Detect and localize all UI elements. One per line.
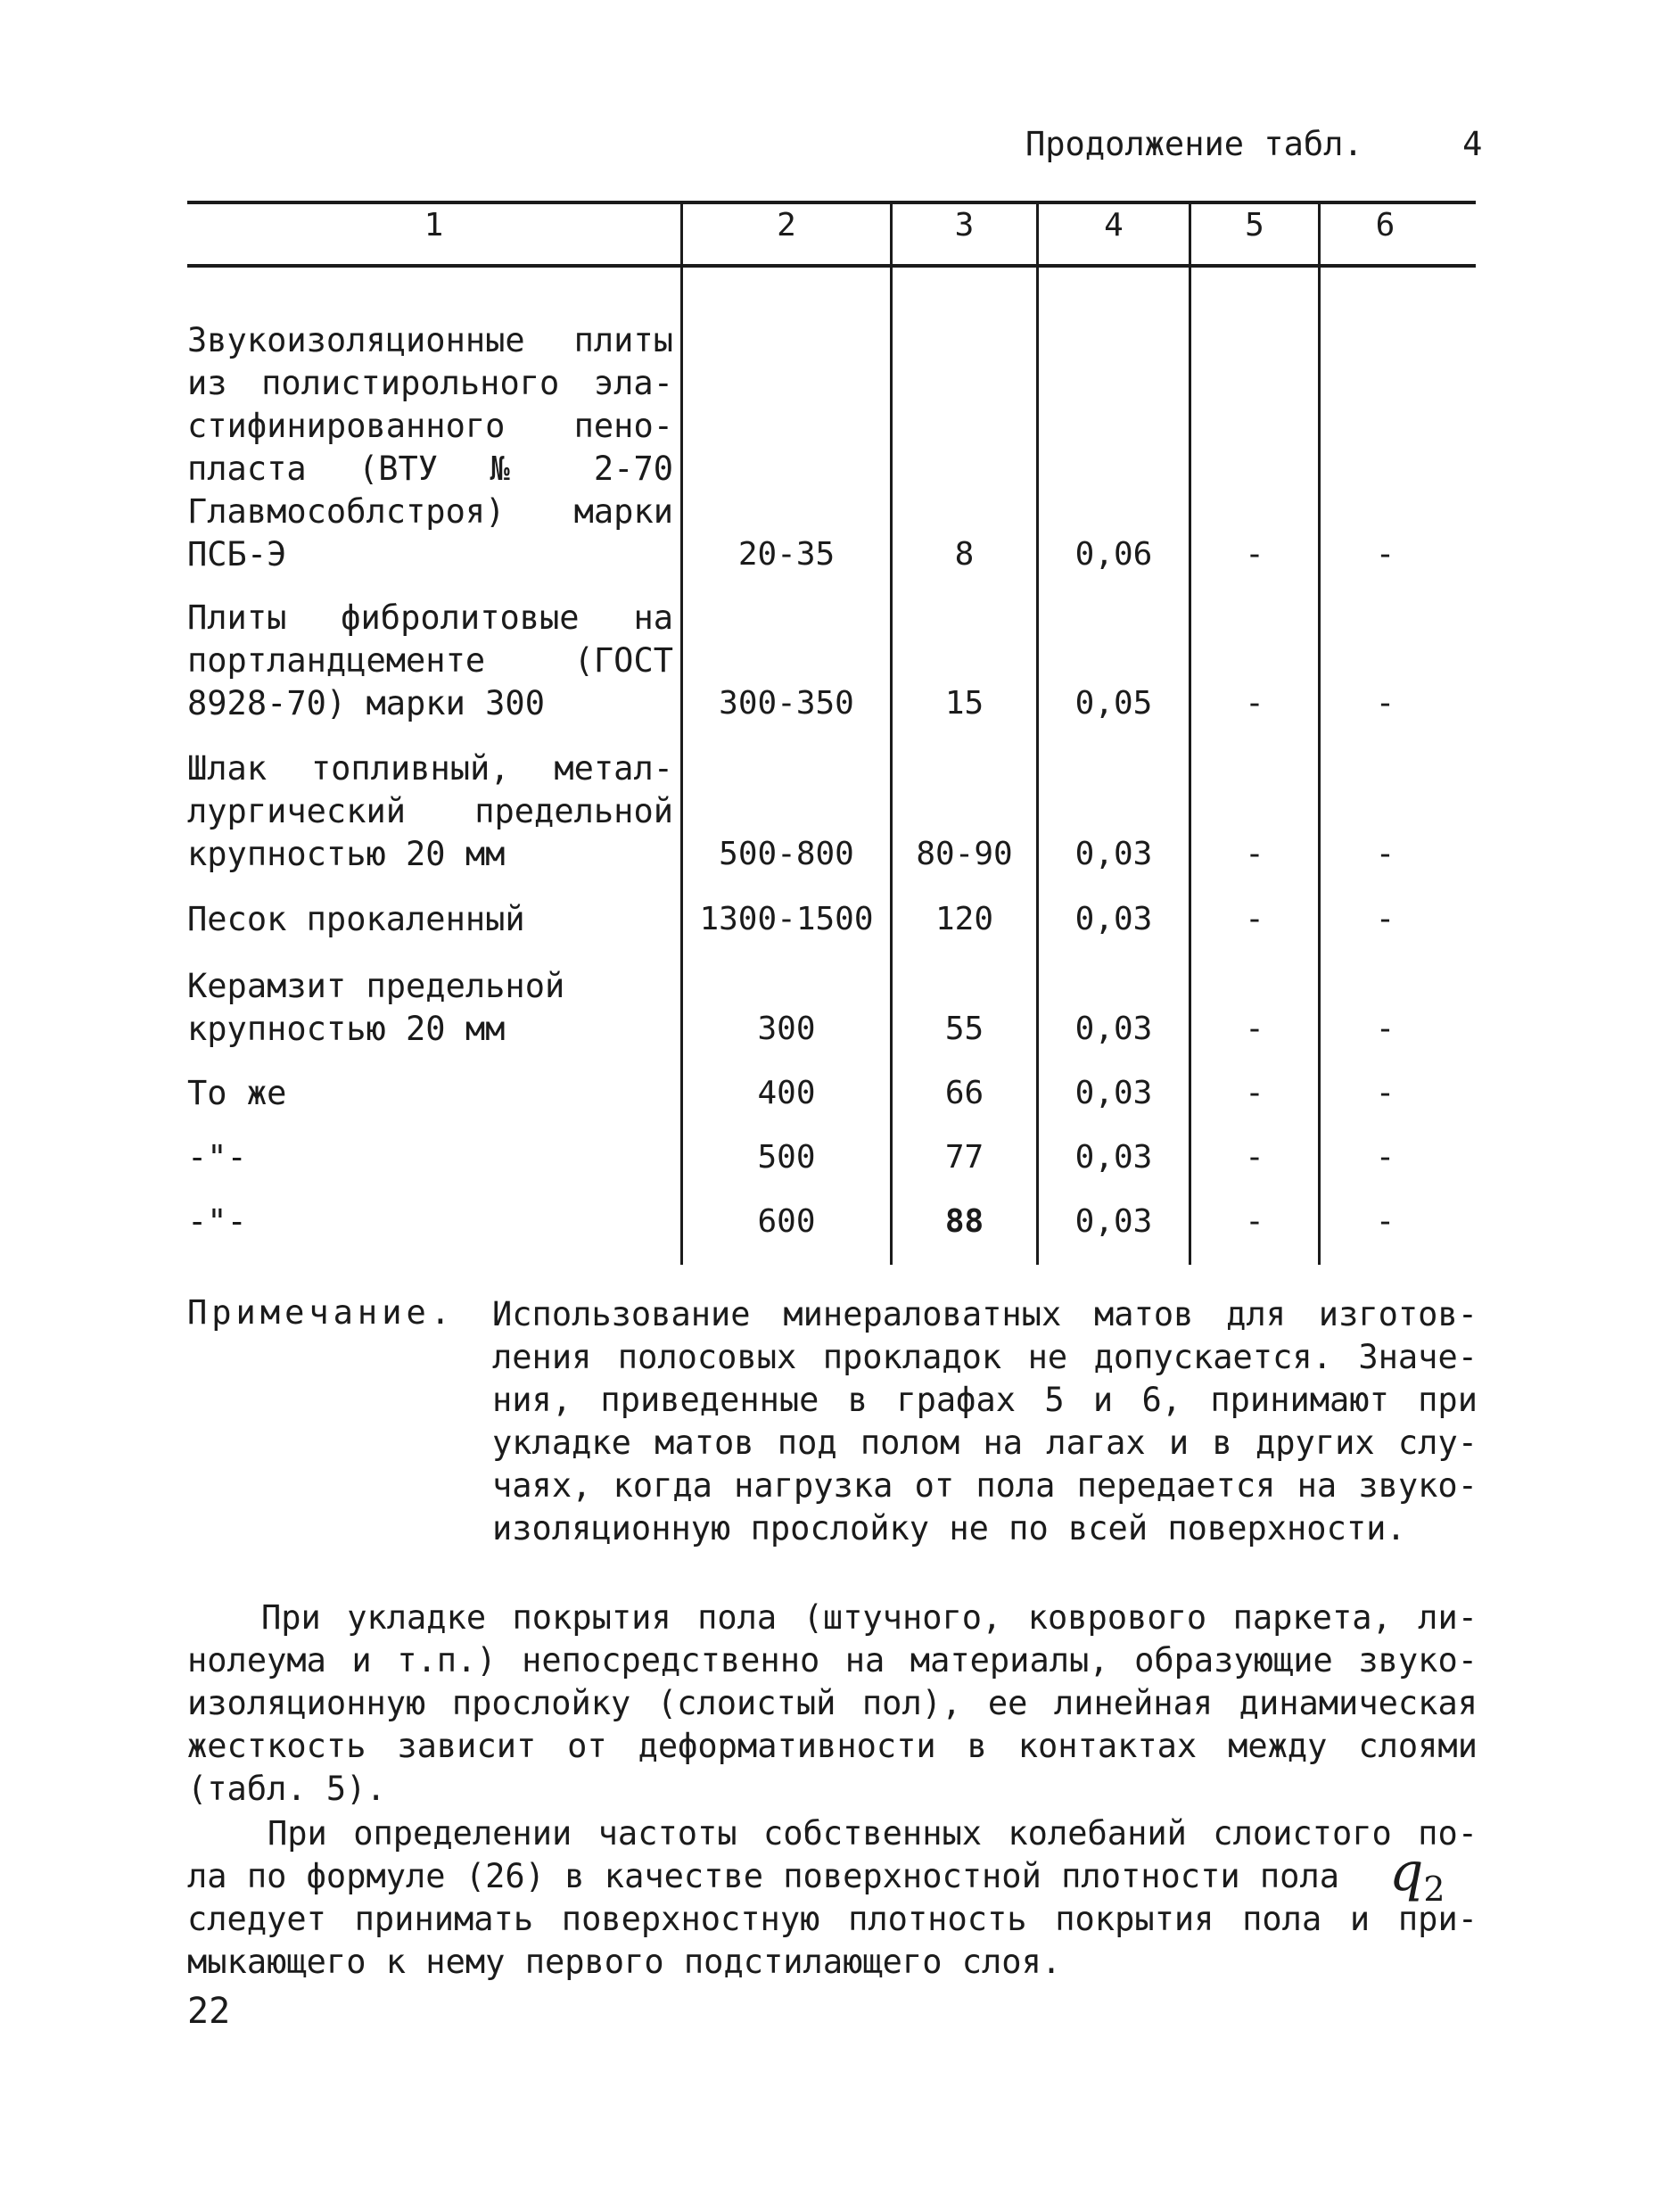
- material-name: -"-: [187, 1138, 247, 1176]
- table-cell: 88: [944, 1203, 984, 1240]
- table-cell: 77: [944, 1139, 984, 1176]
- table-cell: -: [1375, 1203, 1395, 1240]
- formula-subscript: 2: [1423, 1869, 1445, 1909]
- table-cell: 8: [954, 536, 975, 573]
- material-name: Песок прокаленный: [187, 900, 525, 938]
- table-header-rule: [187, 264, 1476, 268]
- column-header: 3: [954, 207, 975, 243]
- table-cell: 500-800: [719, 836, 854, 872]
- table-cell: 0,03: [1074, 901, 1153, 937]
- table-cell: 0,03: [1074, 1075, 1153, 1111]
- column-header: 4: [1104, 207, 1124, 243]
- column-header: 5: [1245, 207, 1264, 243]
- table-cell: -: [1375, 1139, 1395, 1176]
- note-text: Использование минераловатных матов для изготов- ления полосовых прокладок не допускается. Значе- ния, приведенные в графах 5 и 6, принимают при укладке матов под полом на лагах и в других слу- чаях, когда нагрузка от пола передается на звуко- изоляционную прослойку не по всей поверхности.: [492, 1295, 1478, 1548]
- material-name: Керамзит предельной крупностью 20 мм: [187, 967, 565, 1048]
- formula-letter: q: [1389, 1841, 1424, 1903]
- table-cell: 80-90: [916, 836, 1013, 872]
- column-header: 6: [1375, 207, 1395, 243]
- table-cell: -: [1245, 901, 1264, 937]
- table-cell: 15: [944, 685, 984, 722]
- material-name: То же: [187, 1074, 287, 1112]
- table-cell: 66: [944, 1075, 984, 1111]
- table-cell: -: [1375, 901, 1395, 937]
- table-cell: 400: [757, 1075, 816, 1111]
- table-cell: 300-350: [719, 685, 854, 722]
- table-cell: 1300-1500: [699, 901, 874, 937]
- table-cell: 0,03: [1074, 1011, 1153, 1047]
- table-cell: 0,03: [1074, 1139, 1153, 1176]
- note-label: Примечание.: [187, 1293, 456, 1332]
- material-name: Звукоизоляционные плиты из полистирольного эла- стифинированного пено- пласта (ВТУ № 2-70 Главмособлстроя) марки ПСБ-Э: [187, 321, 673, 574]
- table-cell: -: [1245, 1075, 1264, 1111]
- body-paragraph: При укладке покрытия пола (штучного, коврового паркета, ли- нолеума и т.п.) непосредственно на материалы, образующие звуко- изоляционную прослойку (слоистый пол), ее линейная динамическая жесткость зависит от деформативности в контактах между слоями (табл. 5).: [187, 1598, 1478, 1808]
- table-cell: 55: [944, 1011, 984, 1047]
- table-cell: 0,05: [1074, 685, 1153, 722]
- material-name: Плиты фибролитовые на портландцементе (ГОСТ 8928-70) марки 300: [187, 598, 673, 722]
- table-cell: -: [1245, 1139, 1264, 1176]
- table-cell: -: [1245, 1011, 1264, 1047]
- table-cell: -: [1375, 1075, 1395, 1111]
- table-cell: -: [1245, 1203, 1264, 1240]
- table-cell: 0,06: [1074, 536, 1153, 573]
- continuation-label: Продолжение табл. 4: [1025, 125, 1483, 163]
- column-header: 2: [777, 207, 796, 243]
- table-cell: 20-35: [737, 536, 836, 573]
- table-cell: 300: [757, 1011, 816, 1047]
- table-cell: -: [1375, 536, 1395, 573]
- table-cell: 600: [757, 1203, 816, 1240]
- formula-symbol: [1389, 1841, 1445, 1909]
- table-cell: -: [1245, 836, 1264, 872]
- page-number: 22: [187, 1991, 231, 2032]
- table-cell: 120: [934, 901, 994, 937]
- column-header: 1: [424, 207, 444, 243]
- table-cell: -: [1375, 836, 1395, 872]
- table-cell: -: [1245, 536, 1264, 573]
- material-name: Шлак топливный, метал- лургический предельной крупностью 20 мм: [187, 749, 673, 873]
- table-cell: 500: [757, 1139, 816, 1176]
- body-paragraph: При определении частоты собственных колебаний слоистого по- ла по формуле (26) в качестве поверхностной плотности пола следует принимать поверхностную плотность покрытия пола и при- мыкающего к нему первого подстилающего слоя.: [187, 1814, 1478, 1981]
- material-name: -"-: [187, 1202, 247, 1241]
- table-cell: 0,03: [1074, 1203, 1153, 1240]
- table-cell: 0,03: [1074, 836, 1153, 872]
- table-cell: -: [1375, 1011, 1395, 1047]
- table-top-rule: [187, 201, 1476, 204]
- table-cell: -: [1245, 685, 1264, 722]
- table-cell: -: [1375, 685, 1395, 722]
